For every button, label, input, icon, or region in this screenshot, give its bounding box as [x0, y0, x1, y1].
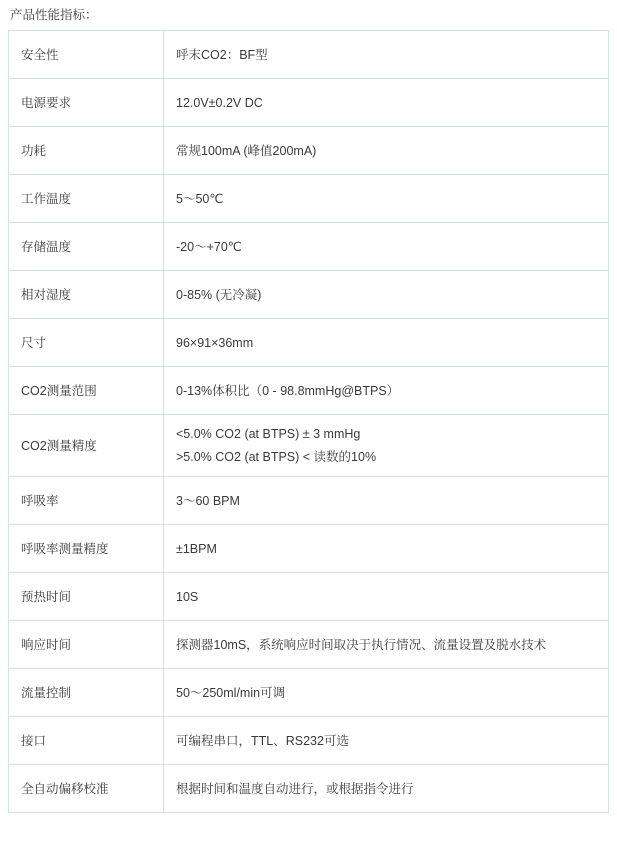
- spec-value-cell: [164, 621, 609, 669]
- spec-value-cell: [164, 79, 609, 127]
- spec-label-cell: 尺寸: [9, 319, 164, 367]
- spec-label-cell: 流量控制: [9, 669, 164, 717]
- spec-value-line: 探测器10mS，系统响应时间取决于执行情况、流量设置及脱水技术: [176, 637, 547, 652]
- table-row: [9, 415, 609, 477]
- spec-value-cell: [164, 765, 609, 813]
- spec-value-cell: [164, 415, 609, 477]
- spec-value-line: 10S: [176, 589, 199, 604]
- table-row: [9, 621, 609, 669]
- spec-value-cell: [164, 175, 609, 223]
- spec-label-cell: 呼吸率: [9, 477, 164, 525]
- spec-label-cell: 功耗: [9, 127, 164, 175]
- spec-value-line: 12.0V±0.2V DC: [176, 95, 263, 110]
- spec-label-cell: 预热时间: [9, 573, 164, 621]
- spec-value-line: 呼末CO2：BF型: [176, 47, 268, 62]
- spec-value-cell: [164, 319, 609, 367]
- spec-value-line: 常规100mA (峰值200mA): [176, 143, 317, 158]
- spec-label-cell: 呼吸率测量精度: [9, 525, 164, 573]
- specification-table: [8, 30, 609, 813]
- table-row: [9, 319, 609, 367]
- table-body: [9, 31, 609, 813]
- spec-value-line: 50～250ml/min可调: [176, 685, 286, 700]
- spec-label-cell: CO2测量精度: [9, 415, 164, 477]
- spec-value-line: 3～60 BPM: [176, 493, 240, 508]
- table-row: [9, 223, 609, 271]
- spec-label-cell: 存储温度: [9, 223, 164, 271]
- spec-value-cell: [164, 717, 609, 765]
- spec-value-line: 96×91×36mm: [176, 335, 254, 350]
- spec-value-line: 0-85% (无冷凝): [176, 287, 262, 302]
- spec-label-cell: 响应时间: [9, 621, 164, 669]
- spec-value-cell: [164, 669, 609, 717]
- table-row: [9, 367, 609, 415]
- spec-label-cell: CO2测量范围: [9, 367, 164, 415]
- table-row: [9, 669, 609, 717]
- spec-value-cell: [164, 223, 609, 271]
- table-row: [9, 477, 609, 525]
- spec-value-cell: [164, 127, 609, 175]
- table-row: [9, 271, 609, 319]
- table-row: [9, 175, 609, 223]
- spec-value-line: -20～+70℃: [176, 239, 242, 254]
- spec-label-cell: 接口: [9, 717, 164, 765]
- spec-value-line: ±1BPM: [176, 541, 217, 556]
- spec-value-line: 可编程串口，TTL、RS232可选: [176, 733, 349, 748]
- table-row: [9, 573, 609, 621]
- spec-value-line: 根据时间和温度自动进行，或根据指令进行: [176, 781, 414, 796]
- spec-label-cell: 电源要求: [9, 79, 164, 127]
- table-row: [9, 31, 609, 79]
- spec-value-cell: [164, 31, 609, 79]
- table-row: [9, 525, 609, 573]
- intro-text: 产品性能指标：: [10, 8, 98, 22]
- spec-value-cell: [164, 573, 609, 621]
- spec-value-cell: [164, 477, 609, 525]
- spec-value-cell: [164, 271, 609, 319]
- spec-value-cell: [164, 367, 609, 415]
- table-row: [9, 717, 609, 765]
- spec-value-line: 5～50℃: [176, 191, 224, 206]
- spec-value-line: 0-13%体积比（0 - 98.8mmHg@BTPS）: [176, 383, 400, 398]
- spec-label-cell: 相对湿度: [9, 271, 164, 319]
- spec-label-cell: 全自动偏移校准: [9, 765, 164, 813]
- table-row: [9, 765, 609, 813]
- spec-value-line: >5.0% CO2 (at BTPS) < 读数的10%: [176, 450, 377, 464]
- table-row: [9, 127, 609, 175]
- spec-label-cell: 安全性: [9, 31, 164, 79]
- spec-label-cell: 工作温度: [9, 175, 164, 223]
- spec-value-cell: [164, 525, 609, 573]
- spec-value-line: <5.0% CO2 (at BTPS) ± 3 mmHg: [176, 427, 361, 441]
- table-row: [9, 79, 609, 127]
